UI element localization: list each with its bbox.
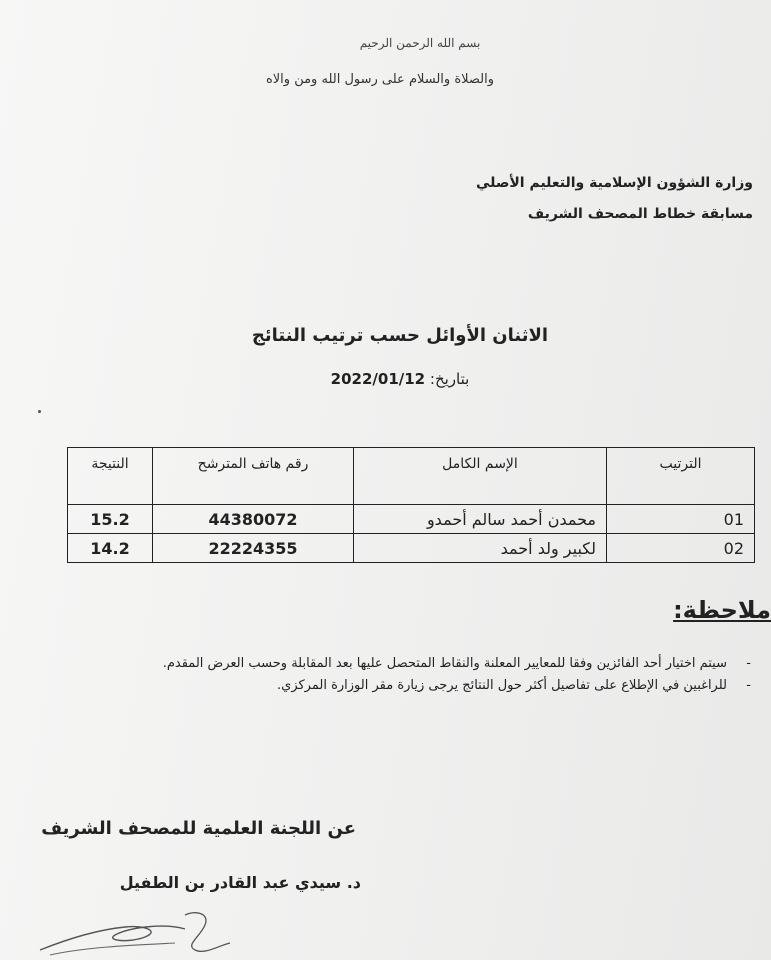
notes-heading: ملاحظة: xyxy=(673,596,771,624)
signer-name: د. سيدي عبد القادر بن الطفيل xyxy=(119,873,361,892)
cell-rank: 02 xyxy=(607,534,755,563)
header-phone: رقم هاتف المترشح xyxy=(153,448,354,505)
header-name: الإسم الكامل xyxy=(354,448,607,505)
list-item xyxy=(163,656,751,678)
committee-name: عن اللجنة العلمية للمصحف الشريف xyxy=(41,818,356,839)
header-score: النتيجة xyxy=(68,448,153,505)
cell-name: محمدن أحمد سالم أحمدو xyxy=(354,505,607,534)
basmala: بسم الله الرحمن الرحيم xyxy=(359,36,481,50)
table-row xyxy=(68,505,755,534)
bullet: - xyxy=(746,656,751,671)
bullet: - xyxy=(746,678,751,693)
contest-name: مسابقة خطاط المصحف الشريف xyxy=(527,206,753,222)
header-rank: الترتيب xyxy=(607,448,755,505)
table-row xyxy=(68,534,755,563)
results-table xyxy=(67,447,755,563)
list-item xyxy=(163,678,751,700)
stray-dot xyxy=(38,410,41,413)
signature-image xyxy=(35,905,235,960)
cell-rank: 01 xyxy=(607,505,755,534)
note-text: سيتم اختيار أحد الفائزين وفقا للمعايير المعلنة والنقاط المتحصل عليها بعد المقابلة وحسب العرض المقدم. xyxy=(162,656,727,671)
cell-score: 15.2 xyxy=(68,505,153,534)
note-text: للراغبين في الإطلاع على تفاصيل أكثر حول النتائج يرجى زيارة مقر الوزارة المركزي. xyxy=(277,678,727,693)
table-header-row xyxy=(68,448,755,505)
salat-line: والصلاة والسلام على رسول الله ومن والاه xyxy=(265,72,495,87)
date-label: بتاريخ: xyxy=(429,370,470,388)
cell-phone: 44380072 xyxy=(153,505,354,534)
date-value: 2022/01/12 xyxy=(330,370,426,388)
cell-phone: 22224355 xyxy=(153,534,354,563)
document-title: الاثنان الأوائل حسب ترتيب النتائج xyxy=(251,325,549,346)
cell-score: 14.2 xyxy=(68,534,153,563)
notes-list xyxy=(163,656,751,700)
cell-name: لكبير ولد أحمد xyxy=(354,534,607,563)
ministry-name: وزارة الشؤون الإسلامية والتعليم الأصلي xyxy=(475,175,753,191)
date-line xyxy=(280,370,520,388)
